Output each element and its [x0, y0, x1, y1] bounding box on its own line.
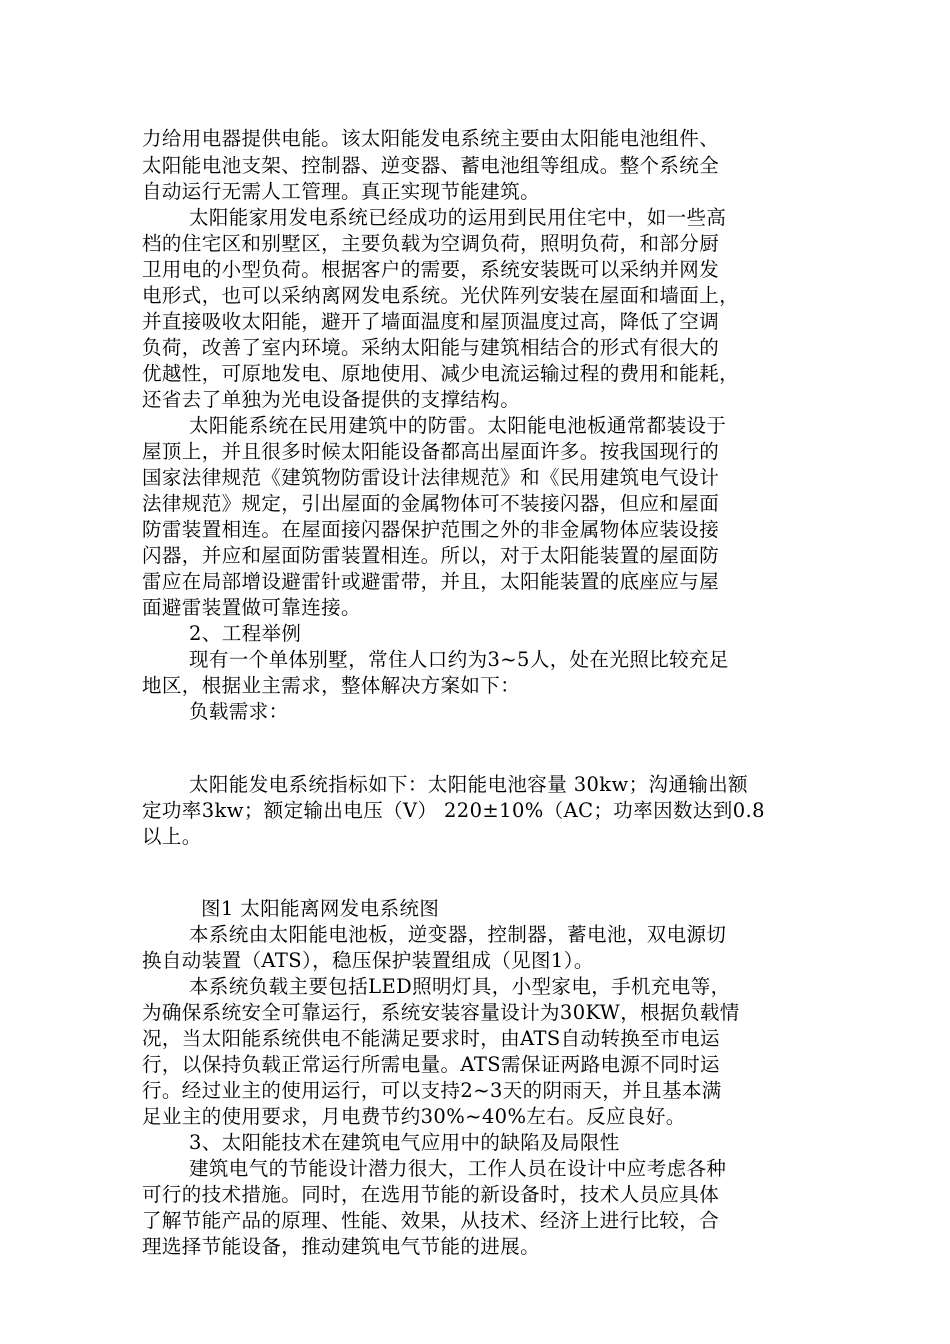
text-line: 负荷，改善了室内环境。采纳太阳能与建筑相结合的形式有很大的 [142, 336, 720, 359]
text-line: 防雷装置相连。在屋面接闪器保护范围之外的非金属物体应装设接 [142, 518, 720, 541]
text-line: 闪器，并应和屋面防雷装置相连。所以，对于太阳能装置的屋面防 [142, 544, 720, 567]
text-line: 本系统负载主要包括LED照明灯具，小型家电，手机充电等， [189, 975, 731, 998]
text-line: 地区，根据业主需求，整体解决方案如下： [142, 674, 521, 697]
text-line: 定功率3kw；额定输出电压（V） 220±10%（AC；功率因数达到0.8 [142, 799, 765, 822]
text-line: 力给用电器提供电能。该太阳能发电系统主要由太阳能电池组件、 [142, 127, 720, 150]
section-heading: 3、太阳能技术在建筑电气应用中的缺陷及局限性 [189, 1131, 620, 1154]
figure-caption: 图1 太阳能离网发电系统图 [201, 897, 440, 920]
text-line: 档的住宅区和别墅区，主要负载为空调负荷，照明负荷，和部分厨 [142, 232, 720, 255]
text-line: 负载需求： [189, 700, 289, 723]
text-line: 况，当太阳能系统供电不能满足要求时，由ATS自动转换至市电运 [142, 1027, 720, 1050]
text-line: 电形式，也可以采纳离网发电系统。光伏阵列安装在屋面和墙面上， [142, 284, 740, 307]
text-line: 行，以保持负载正常运行所需电量。ATS需保证两路电源不同时运 [142, 1053, 720, 1076]
text-line: 足业主的使用要求，月电费节约30%~40%左右。反应良好。 [142, 1105, 686, 1128]
text-line: 法律规范》规定，引出屋面的金属物体可不装接闪器，但应和屋面 [142, 492, 720, 515]
text-line: 以上。 [142, 825, 202, 848]
text-line: 优越性，可原地发电、原地使用、减少电流运输过程的费用和能耗， [142, 362, 740, 385]
section-heading: 2、工程举例 [189, 622, 302, 645]
text-line: 卫用电的小型负荷。根据客户的需要，系统安装既可以采纳并网发 [142, 258, 720, 281]
text-line: 换自动装置（ATS），稳压保护装置组成（见图1）。 [142, 949, 594, 972]
text-line: 现有一个单体别墅，常住人口约为3~5人，处在光照比较充足 [189, 648, 729, 671]
text-line: 并直接吸收太阳能，避开了墙面温度和屋顶温度过高，降低了空调 [142, 310, 720, 333]
text-line: 可行的技术措施。同时，在选用节能的新设备时，技术人员应具体 [142, 1183, 720, 1206]
text-line: 雷应在局部增设避雷针或避雷带，并且，太阳能装置的底座应与屋 [142, 570, 720, 593]
text-line: 面避雷装置做可靠连接。 [142, 596, 361, 619]
text-line: 太阳能电池支架、控制器、逆变器、蓄电池组等组成。整个系统全 [142, 154, 720, 177]
text-line: 了解节能产品的原理、性能、效果，从技术、经济上进行比较，合 [142, 1209, 720, 1232]
text-line: 为确保系统安全可靠运行，系统安装容量设计为30KW，根据负载情 [142, 1001, 740, 1024]
text-line: 太阳能发电系统指标如下：太阳能电池容量 30kw；沟通输出额 [189, 773, 749, 796]
text-line: 理选择节能设备，推动建筑电气节能的进展。 [142, 1235, 541, 1258]
text-line: 国家法律规范《建筑物防雷设计法律规范》和《民用建筑电气设计 [142, 466, 720, 489]
text-line: 行。经过业主的使用运行，可以支持2~3天的阴雨天，并且基本满 [142, 1079, 722, 1102]
text-line: 屋顶上，并且很多时候太阳能设备都高出屋面许多。按我国现行的 [142, 440, 720, 463]
text-line: 本系统由太阳能电池板，逆变器，控制器，蓄电池，双电源切 [189, 923, 727, 946]
text-line: 太阳能系统在民用建筑中的防雷。太阳能电池板通常都装设于 [189, 414, 727, 437]
text-line: 自动运行无需人工管理。真正实现节能建筑。 [142, 180, 541, 203]
text-line: 太阳能家用发电系统已经成功的运用到民用住宅中，如一些高 [189, 206, 727, 229]
text-line: 还省去了单独为光电设备提供的支撑结构。 [142, 388, 521, 411]
text-line: 建筑电气的节能设计潜力很大，工作人员在设计中应考虑各种 [189, 1157, 727, 1180]
